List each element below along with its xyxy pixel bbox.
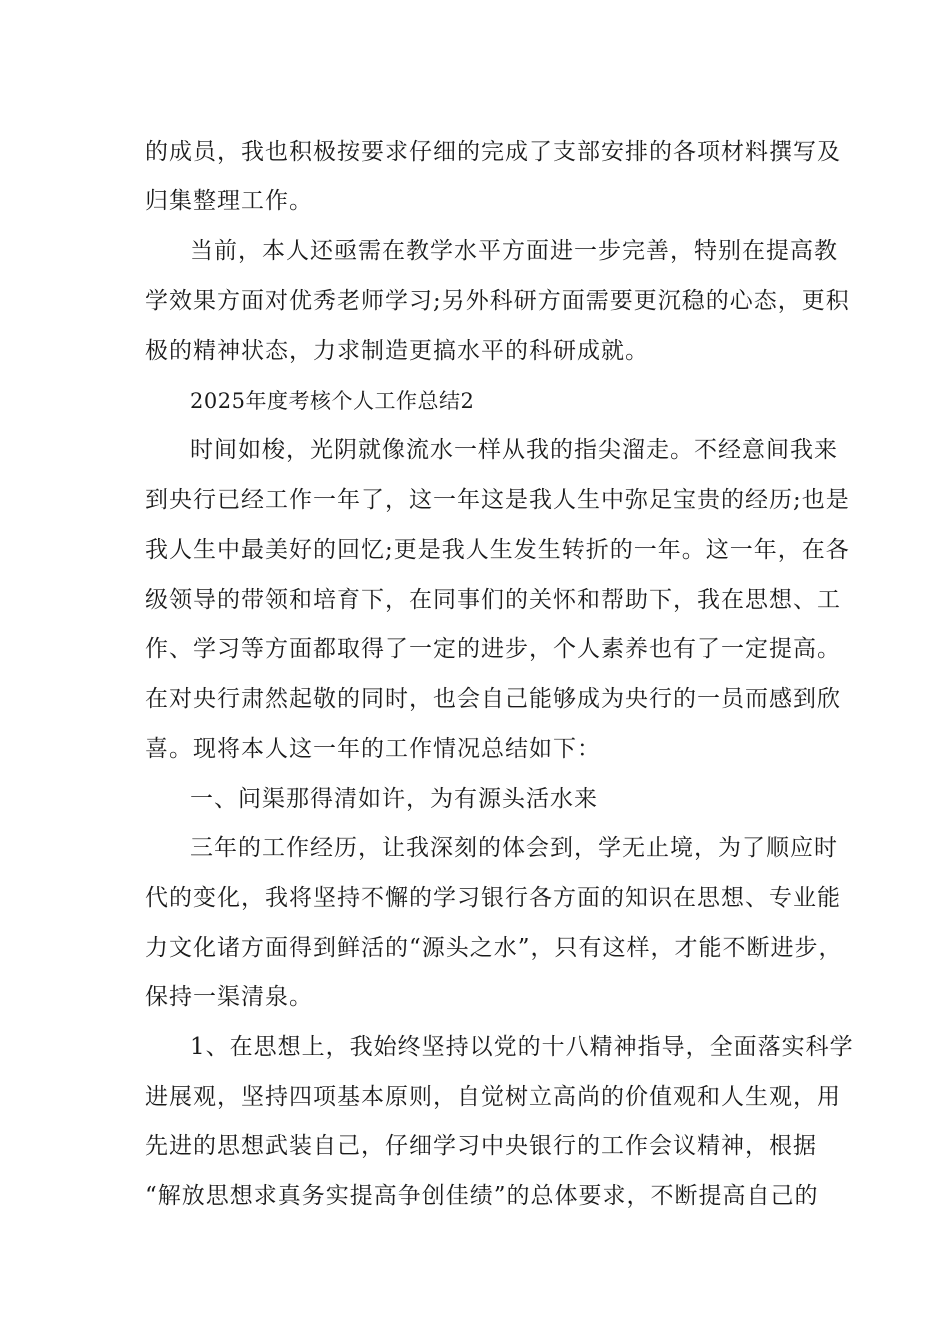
paragraph-line: 极的精神状态，力求制造更搞水平的科研成就。 [145,338,649,364]
paragraph-line: 三年的工作经历，让我深刻的体会到，学无止境，为了顺应时 [190,835,838,861]
paragraph-line: 当前，本人还亟需在教学水平方面进一步完善，特别在提高教 [190,238,838,264]
paragraph-line: 代的变化，我将坚持不懈的学习银行各方面的知识在思想、专业能 [145,885,841,911]
paragraph-line: 作、学习等方面都取得了一定的进步，个人素养也有了一定提高。 [145,636,841,662]
paragraph-line: 在对央行肃然起敬的同时，也会自己能够成为央行的一员而感到欣 [145,686,841,712]
paragraph-line: 到央行已经工作一年了，这一年这是我人生中弥足宝贵的经历;也是 [145,487,850,513]
paragraph-line: 级领导的带领和培育下，在同事们的关怀和帮助下，我在思想、工 [145,587,841,613]
paragraph-line: 保持一渠清泉。 [145,984,313,1010]
section-title: 2025年度考核个人工作总结2 [190,389,475,413]
paragraph-line: 喜。现将本人这一年的工作情况总结如下： [145,736,601,762]
subsection-heading: 一、问渠那得清如许，为有源头活水来 [190,786,598,812]
paragraph-line: 归集整理工作。 [145,188,313,214]
paragraph-line: 先进的思想武装自己，仔细学习中央银行的工作会议精神，根据 [145,1133,817,1159]
paragraph-line: 进展观，坚持四项基本原则，自觉树立高尚的价值观和人生观，用 [145,1084,841,1110]
paragraph-line: 力文化诸方面得到鲜活的“源头之水”，只有这样，才能不断进步， [145,935,843,961]
paragraph-line: 时间如梭，光阴就像流水一样从我的指尖溜走。不经意间我来 [190,437,838,463]
paragraph-line: 的成员，我也积极按要求仔细的完成了支部安排的各项材料撰写及 [145,139,841,165]
paragraph-line: 学效果方面对优秀老师学习;另外科研方面需要更沉稳的心态，更积 [145,288,850,314]
paragraph-line: “解放思想求真务实提高争创佳绩”的总体要求，不断提高自己的 [145,1183,819,1209]
paragraph-line: 1、在思想上，我始终坚持以党的十八精神指导，全面落实科学 [190,1034,854,1060]
paragraph-line: 我人生中最美好的回忆;更是我人生发生转折的一年。这一年，在各 [145,537,850,563]
